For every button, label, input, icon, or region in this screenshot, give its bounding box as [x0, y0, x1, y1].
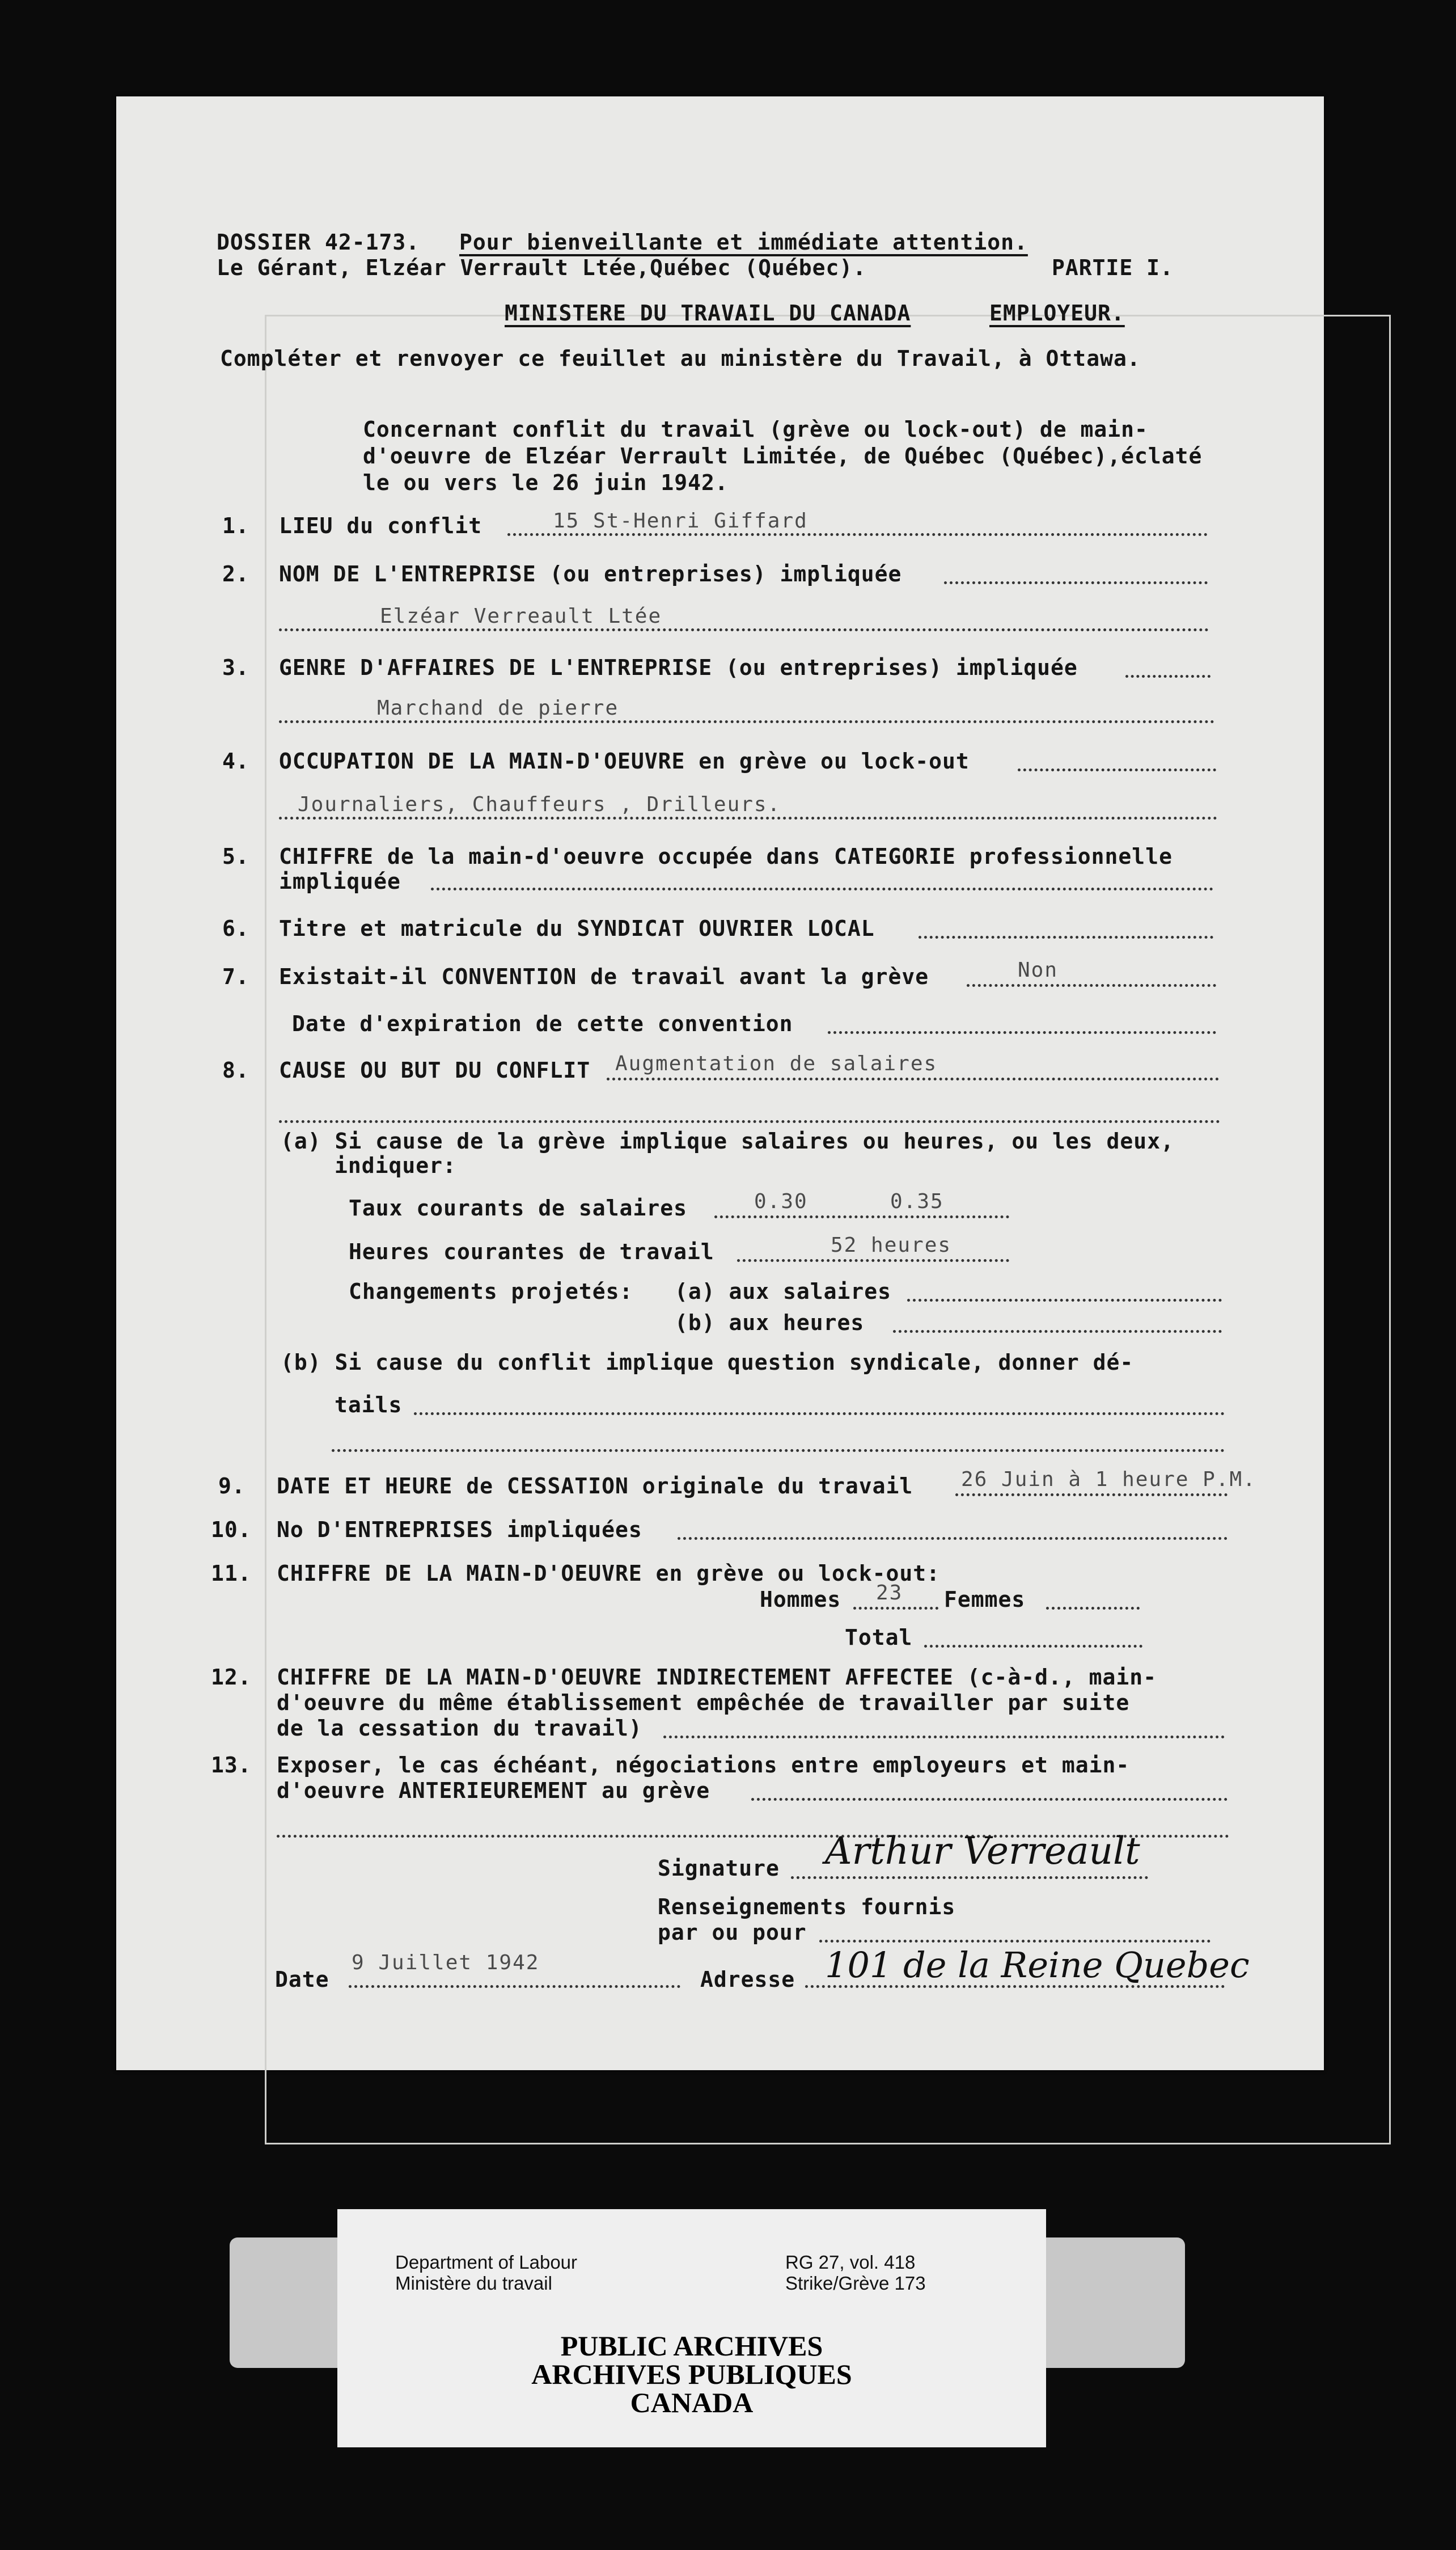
wage-value-2: 0.35 — [890, 1190, 944, 1213]
total-label: Total — [845, 1625, 913, 1650]
item-number: 11. — [211, 1561, 252, 1586]
item-label-cont: de la cessation du travail) — [277, 1716, 642, 1741]
item-number: 4. — [222, 749, 249, 774]
fill-line — [678, 1537, 1228, 1540]
partie-label: PARTIE I. — [1052, 255, 1174, 280]
cause-value: Augmentation de salaires — [615, 1052, 938, 1075]
item-number: 5. — [222, 844, 249, 869]
wage-value-1: 0.30 — [754, 1190, 808, 1213]
fill-line — [967, 984, 1216, 987]
item-number: 6. — [222, 916, 249, 941]
cause-a-line-2: indiquer: — [335, 1153, 456, 1178]
fill-line — [944, 581, 1208, 584]
hours-label: Heures courantes de travail — [349, 1239, 714, 1264]
business-type-value: Marchand de pierre — [377, 696, 619, 720]
archives-title-en: PUBLIC ARCHIVES — [560, 2330, 823, 2362]
changes-label: Changements projetés: — [349, 1279, 633, 1304]
item-number: 3. — [222, 655, 249, 680]
men-label: Hommes — [760, 1587, 841, 1612]
fill-line — [507, 533, 1208, 536]
strike-ref: Strike/Grève 173 — [785, 2273, 926, 2294]
item-label: GENRE D'AFFAIRES DE L'ENTREPRISE (ou entreprises) impliquée — [279, 655, 1078, 680]
item-label: Exposer, le cas échéant, négociations entre employeurs et main- — [277, 1753, 1130, 1778]
fill-line — [791, 1876, 1148, 1879]
concern-line-1: Concernant conflit du travail (grève ou lock-out) de main- — [363, 417, 1148, 442]
wage-label: Taux courants de salaires — [349, 1196, 687, 1221]
item-label-cont: d'oeuvre ANTERIEUREMENT au grève — [277, 1778, 710, 1803]
cause-b-line-1: (b) Si cause du conflit implique question syndicale, donner dé- — [281, 1350, 1134, 1375]
item-number: 8. — [222, 1058, 249, 1083]
instruction-line: Compléter et renvoyer ce feuillet au ministère du Travail, à Ottawa. — [220, 346, 1141, 371]
archive-card — [337, 2209, 1046, 2447]
fill-line — [924, 1645, 1142, 1648]
handwritten-signature: Arthur Verreault — [825, 1829, 1140, 1873]
fill-line — [414, 1412, 1225, 1415]
item-label: CHIFFRE de la main-d'oeuvre occupée dans CATEGORIE professionnelle — [279, 844, 1173, 869]
cessation-value: 26 Juin à 1 heure P.M. — [961, 1468, 1256, 1491]
fill-line — [751, 1798, 1228, 1801]
item-label-cont: impliquée — [279, 869, 401, 894]
item-label: No D'ENTREPRISES impliquées — [277, 1517, 642, 1542]
fill-line — [1018, 769, 1216, 771]
item-label: DATE ET HEURE de CESSATION originale du travail — [277, 1474, 913, 1498]
record-group-ref: RG 27, vol. 418 — [785, 2252, 916, 2273]
item-label: LIEU du conflit — [279, 513, 482, 538]
item-label: CAUSE OU BUT DU CONFLIT — [279, 1058, 591, 1083]
fill-line — [279, 817, 1217, 820]
department-english: Department of Labour — [395, 2252, 578, 2273]
dossier-number: DOSSIER 42-173. — [217, 230, 420, 255]
women-label: Femmes — [944, 1587, 1026, 1612]
ministry-title: MINISTERE DU TRAVAIL DU CANADA — [505, 301, 911, 326]
changes-hours-label: (b) aux heures — [675, 1310, 865, 1335]
department-french: Ministère du travail — [395, 2273, 552, 2294]
item-number: 9. — [218, 1474, 246, 1498]
date-value: 9 Juillet 1942 — [352, 1951, 540, 1974]
info-label: Renseignements fournis — [658, 1894, 956, 1919]
expiration-label: Date d'expiration de cette convention — [292, 1011, 793, 1036]
item-number: 10. — [211, 1517, 252, 1542]
handwritten-address: 101 de la Reine Quebec — [825, 1944, 1250, 1986]
fill-line — [332, 1449, 1225, 1452]
changes-wages-label: (a) aux salaires — [675, 1279, 892, 1304]
item-label: Existait-il CONVENTION de travail avant la grève — [279, 964, 929, 989]
item-label: CHIFFRE DE LA MAIN-D'OEUVRE INDIRECTEMENT AFFECTEE (c-à-d., main- — [277, 1665, 1157, 1690]
fill-line — [737, 1259, 1009, 1262]
concern-line-3: le ou vers le 26 juin 1942. — [363, 470, 729, 495]
fill-line — [1125, 675, 1210, 678]
item-number: 1. — [222, 513, 249, 538]
attention-note: Pour bienveillante et immédiate attention. — [459, 230, 1028, 255]
fill-line — [919, 936, 1213, 939]
manager-line: Le Gérant, Elzéar Verrault Ltée,Québec (Québec). — [217, 255, 867, 280]
cause-a-line-1: (a) Si cause de la grève implique salaires ou heures, ou les deux, — [281, 1129, 1174, 1154]
info-label-cont: par ou pour — [658, 1920, 807, 1945]
fill-line — [907, 1299, 1222, 1302]
fill-line — [279, 720, 1214, 723]
item-label: Titre et matricule du SYNDICAT OUVRIER LOCAL — [279, 916, 875, 941]
item-label-cont: d'oeuvre du même établissement empêchée de travailler par suite — [277, 1690, 1130, 1715]
concern-line-2: d'oeuvre de Elzéar Verrault Limitée, de Québec (Québec),éclaté — [363, 444, 1203, 468]
men-value: 23 — [876, 1581, 903, 1605]
item-number: 12. — [211, 1665, 252, 1690]
fill-line — [431, 888, 1213, 890]
cause-b-line-2: tails — [335, 1392, 403, 1417]
enterprise-name-value: Elzéar Verreault Ltée — [380, 605, 662, 628]
convention-value: Non — [1018, 959, 1059, 982]
signature-label: Signature — [658, 1856, 780, 1881]
fill-line — [1046, 1607, 1140, 1610]
fill-line — [349, 1985, 680, 1988]
address-label: Adresse — [700, 1967, 795, 1992]
fill-line — [893, 1330, 1222, 1333]
item-label: OCCUPATION DE LA MAIN-D'OEUVRE en grève ou lock-out — [279, 749, 970, 774]
item-number: 7. — [222, 964, 249, 989]
fill-line — [828, 1031, 1216, 1034]
fill-line — [955, 1493, 1228, 1496]
fill-line — [819, 1940, 1210, 1943]
date-label: Date — [275, 1967, 329, 1992]
fill-line — [607, 1078, 1219, 1080]
item-label: CHIFFRE DE LA MAIN-D'OEUVRE en grève ou lock-out: — [277, 1561, 941, 1586]
conflict-location-value: 15 St-Henri Giffard — [553, 509, 808, 533]
item-number: 2. — [222, 561, 249, 586]
fill-line — [279, 628, 1209, 631]
archives-country: CANADA — [630, 2387, 754, 2418]
fill-line — [853, 1607, 938, 1610]
employer-label: EMPLOYEUR. — [989, 301, 1125, 326]
fill-line — [279, 1120, 1220, 1123]
item-number: 13. — [211, 1753, 252, 1778]
item-label: NOM DE L'ENTREPRISE (ou entreprises) impliquée — [279, 561, 902, 586]
occupation-value: Journaliers, Chauffeurs , Drilleurs. — [298, 793, 781, 816]
fill-line — [714, 1215, 1009, 1218]
archives-title-fr: ARCHIVES PUBLIQUES — [531, 2358, 852, 2390]
fill-line — [663, 1736, 1225, 1738]
hours-value: 52 heures — [831, 1234, 952, 1257]
